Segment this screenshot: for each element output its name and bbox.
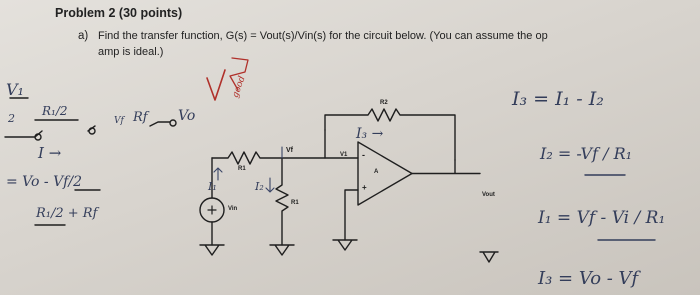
hw-red-note: good [230, 74, 248, 100]
label-v1: V1 [340, 152, 348, 158]
hw-i2: I₂ [255, 180, 264, 193]
current-arrow-i1 [214, 168, 222, 180]
label-vf: Vf [286, 147, 293, 154]
hw-eq-i1: I₁ = Vf - Vi / R₁ [538, 208, 666, 228]
op-amp-triangle [358, 142, 412, 205]
hw-vo: Vo [178, 108, 196, 124]
hw-rf: Rf [133, 110, 148, 125]
ground-symbol [480, 252, 498, 262]
label-r2: R2 [380, 100, 388, 106]
problem-prompt-line-2: amp is ideal.) [98, 46, 164, 58]
part-label: a) [78, 30, 89, 42]
resistor-r1-horizontal [212, 152, 325, 164]
hw-i3-arrow: I₃ → [356, 126, 384, 142]
wire-output [412, 160, 480, 174]
hw-r1-over-2: R₁/2 [42, 104, 68, 118]
problem-prompt-line-1: Find the transfer function, G(s) = Vout(s)/Vin(s) for the circuit below. (You can assume the op [98, 30, 548, 42]
red-check-mark [207, 70, 225, 100]
label-amp: A [374, 169, 379, 175]
current-arrow-i2 [266, 178, 274, 192]
hw-vf-small: Vf [114, 116, 124, 126]
label-plus: + [362, 183, 367, 192]
problem-heading: Problem 2 (30 points) [55, 6, 183, 20]
hw-eq-i3-b: I₃ = Vo - Vf [538, 268, 639, 289]
wire-plus-input [345, 190, 358, 240]
hw-two: 2 [8, 112, 15, 125]
hw-eq-i2: I₂ = -Vf / R₁ [540, 144, 633, 163]
hw-i1: I₁ [208, 180, 217, 193]
ground-symbol [333, 240, 357, 250]
label-vout: Vout [482, 192, 495, 198]
label-minus: - [362, 150, 365, 160]
resistor-r1-vertical [276, 158, 288, 245]
hw-eq-i3: I₃ = I₁ - I₂ [512, 88, 604, 110]
ground-symbol [270, 245, 294, 255]
hw-current-i: I → [38, 144, 62, 162]
label-r1-horizontal: R1 [238, 166, 246, 172]
hw-equation-denominator: R₁/2 + Rf [36, 206, 98, 221]
hw-equation-numerator: = Vo - Vf/2 [6, 174, 82, 190]
hw-v1: V₁ [6, 80, 24, 99]
label-vin: Vin [228, 206, 238, 212]
ground-symbol [200, 245, 224, 255]
label-r1-vertical: R1 [291, 200, 299, 206]
